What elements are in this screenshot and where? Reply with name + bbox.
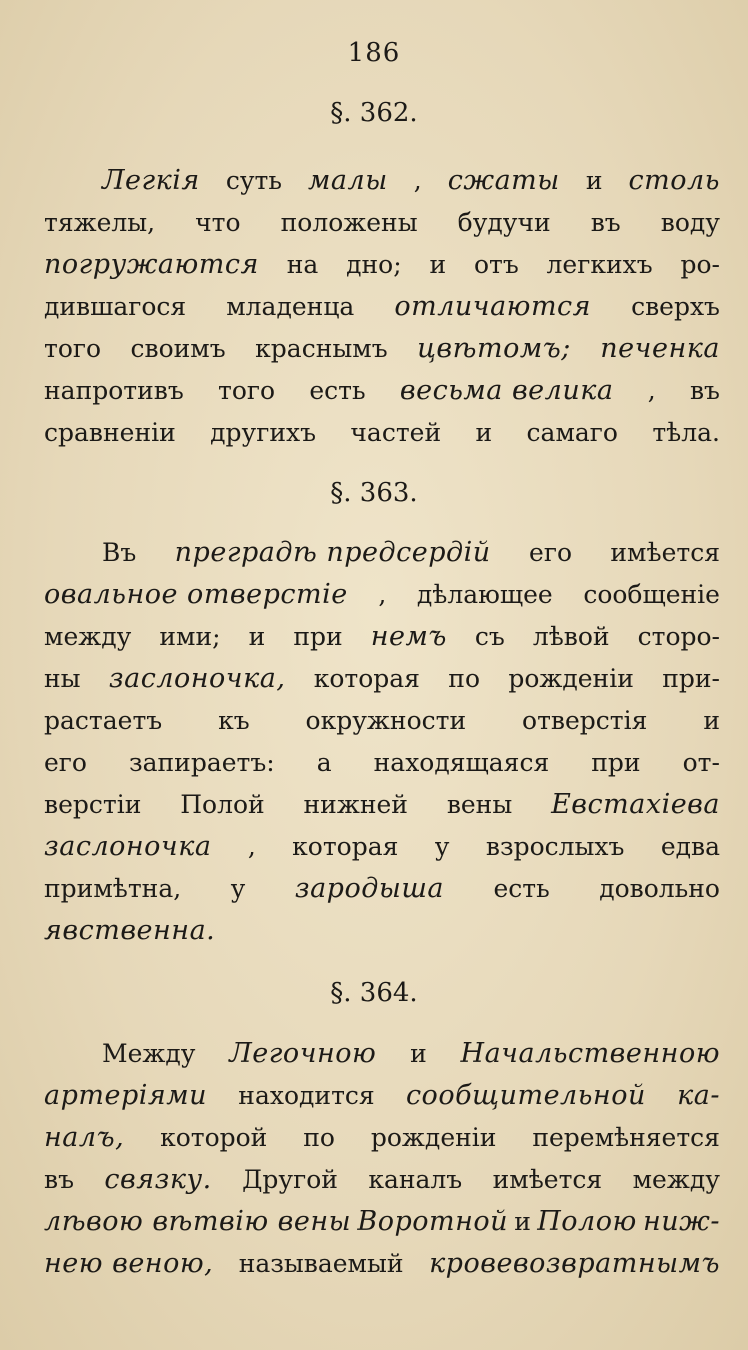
word: вены xyxy=(446,790,513,819)
word: у xyxy=(230,874,246,903)
italic-term: Полою xyxy=(537,1206,637,1237)
text-line xyxy=(44,742,720,784)
word: между xyxy=(632,1165,720,1194)
italic-term: заслоночка xyxy=(44,831,212,862)
italic-term: явственна. xyxy=(44,915,216,946)
italic-term: налъ, xyxy=(44,1122,125,1153)
word: едва xyxy=(660,832,720,861)
word: что xyxy=(195,208,241,237)
word: сторо- xyxy=(637,622,720,651)
word: частей xyxy=(350,418,442,447)
italic-term: Легкія xyxy=(102,165,200,196)
word: въ xyxy=(44,1165,74,1194)
italic-term: зародыша xyxy=(294,873,444,904)
word: самаго xyxy=(526,418,618,447)
word: которой xyxy=(160,1123,268,1152)
word: имѣется xyxy=(610,538,720,567)
italic-term: ниж- xyxy=(642,1206,720,1237)
text-line xyxy=(44,910,720,952)
italic-term: кровевозвратнымъ xyxy=(429,1248,720,1279)
text-line xyxy=(44,244,720,286)
word: растаетъ xyxy=(44,706,163,735)
word: отверстія xyxy=(522,706,648,735)
section-363-heading xyxy=(0,478,748,508)
word: лѣвой xyxy=(532,622,610,651)
word: и xyxy=(429,250,447,279)
italic-term: артеріями xyxy=(44,1080,208,1111)
text-line xyxy=(44,532,720,574)
word: которая xyxy=(313,664,420,693)
italic-term: малы xyxy=(308,165,388,196)
word: при xyxy=(591,748,641,777)
text-line xyxy=(44,826,720,868)
word: съ xyxy=(474,622,505,651)
word: есть xyxy=(309,376,366,405)
text-line xyxy=(44,574,720,616)
word: и xyxy=(514,1207,531,1236)
text-line xyxy=(44,1201,720,1243)
word: того xyxy=(218,376,276,405)
paragraph-364 xyxy=(44,1033,720,1285)
word: а xyxy=(316,748,332,777)
text-line xyxy=(44,1117,720,1159)
word: ро- xyxy=(680,250,720,279)
word: по xyxy=(448,664,480,693)
word: каналъ xyxy=(368,1165,463,1194)
italic-term: печенка xyxy=(600,333,720,364)
word: по xyxy=(303,1123,335,1152)
word: которая xyxy=(292,832,399,861)
word: Между xyxy=(102,1039,196,1068)
section-364-heading xyxy=(0,978,748,1008)
word: и xyxy=(410,1039,427,1068)
word: Въ xyxy=(102,538,137,567)
paragraph-363 xyxy=(44,532,720,952)
text-line xyxy=(44,1075,720,1117)
italic-term: весьма велика xyxy=(399,375,614,406)
word: и xyxy=(475,418,493,447)
text-line xyxy=(44,328,720,370)
italic-term: Воротной xyxy=(357,1206,509,1237)
word: воду xyxy=(660,208,720,237)
text-line xyxy=(44,160,720,202)
word: сообщеніе xyxy=(583,580,720,609)
word: и xyxy=(585,166,603,195)
text-line xyxy=(44,616,720,658)
word: и xyxy=(703,706,720,735)
word: имѣется xyxy=(492,1165,603,1194)
text-line xyxy=(44,784,720,826)
word: находится xyxy=(238,1081,375,1110)
word: при- xyxy=(662,664,720,693)
word: есть xyxy=(493,874,550,903)
word: рожденіи xyxy=(370,1123,497,1152)
word: того xyxy=(44,334,102,363)
word: нижней xyxy=(303,790,408,819)
italic-term: Начальственною xyxy=(460,1038,720,1069)
word: отъ xyxy=(473,250,519,279)
word: перемѣняется xyxy=(532,1123,720,1152)
word: тяжелы, xyxy=(44,208,156,237)
word: дно; xyxy=(346,250,402,279)
word: ны xyxy=(44,664,81,693)
word: и xyxy=(248,622,266,651)
italic-term: преградѣ предсердій xyxy=(174,537,491,568)
word: , xyxy=(647,376,656,405)
word: окружности xyxy=(305,706,467,735)
word: взрослыхъ xyxy=(485,832,625,861)
word: Полой xyxy=(180,790,265,819)
word: довольно xyxy=(599,874,720,903)
text-line xyxy=(44,658,720,700)
word: дившагося xyxy=(44,292,187,321)
word: на xyxy=(286,250,319,279)
word: Другой xyxy=(242,1165,338,1194)
word: , xyxy=(378,580,387,609)
italic-term: Легочною xyxy=(229,1038,377,1069)
word: его xyxy=(529,538,572,567)
word: въ xyxy=(590,208,621,237)
italic-term: цвѣтомъ; xyxy=(417,333,571,364)
text-line xyxy=(44,1159,720,1201)
italic-term: связку. xyxy=(104,1164,212,1195)
section-364-heading-text: §. 364. xyxy=(330,978,418,1008)
word: напротивъ xyxy=(44,376,184,405)
word: въ xyxy=(689,376,720,405)
word: младенца xyxy=(226,292,355,321)
word: называемый xyxy=(238,1249,404,1278)
word: будучи xyxy=(457,208,551,237)
italic-term: сжаты xyxy=(447,165,560,196)
word: запираетъ: xyxy=(128,748,275,777)
text-line xyxy=(44,700,720,742)
text-line xyxy=(44,1243,720,1285)
word: другихъ xyxy=(210,418,317,447)
italic-term: заслоночка, xyxy=(108,663,286,694)
word: легкихъ xyxy=(546,250,653,279)
italic-term: столь xyxy=(628,165,720,196)
word: верстіи xyxy=(44,790,142,819)
italic-term: погружаются xyxy=(44,249,259,280)
word: дѣлающее xyxy=(416,580,553,609)
italic-term: овальное отверстіе xyxy=(44,579,348,610)
text-line xyxy=(44,1033,720,1075)
word: между xyxy=(44,622,132,651)
italic-term: ка- xyxy=(677,1080,720,1111)
text-line xyxy=(44,412,720,454)
section-363-heading-text: §. 363. xyxy=(330,478,418,508)
word: тѣла. xyxy=(652,418,720,447)
word: сверхъ xyxy=(631,292,720,321)
text-line xyxy=(44,868,720,910)
italic-term: Евстахіева xyxy=(551,789,720,820)
word: примѣтна, xyxy=(44,874,182,903)
word: его xyxy=(44,748,87,777)
text-line xyxy=(44,370,720,412)
word: у xyxy=(434,832,450,861)
italic-term: отличаются xyxy=(394,291,592,322)
italic-term: лѣвою вѣтвію вены xyxy=(44,1206,352,1237)
word: къ xyxy=(218,706,250,735)
word: краснымъ xyxy=(255,334,388,363)
word: находящаяся xyxy=(373,748,550,777)
word: сравненіи xyxy=(44,418,176,447)
word: суть xyxy=(225,166,282,195)
italic-term: сообщительной xyxy=(405,1080,646,1111)
paragraph-362 xyxy=(44,160,720,454)
word: , xyxy=(247,832,256,861)
section-362-heading xyxy=(0,98,748,128)
word: от- xyxy=(682,748,720,777)
text-line xyxy=(44,202,720,244)
word: ими; xyxy=(159,622,221,651)
section-362-heading-text: §. 362. xyxy=(330,98,418,128)
italic-term: немъ xyxy=(370,621,447,652)
word: положены xyxy=(280,208,418,237)
page-number: 186 xyxy=(347,38,401,68)
text-line xyxy=(44,286,720,328)
word: своимъ xyxy=(130,334,226,363)
italic-term: нею веною, xyxy=(44,1248,214,1279)
word: при xyxy=(293,622,343,651)
word: рожденіи xyxy=(508,664,634,693)
word: , xyxy=(413,166,422,195)
